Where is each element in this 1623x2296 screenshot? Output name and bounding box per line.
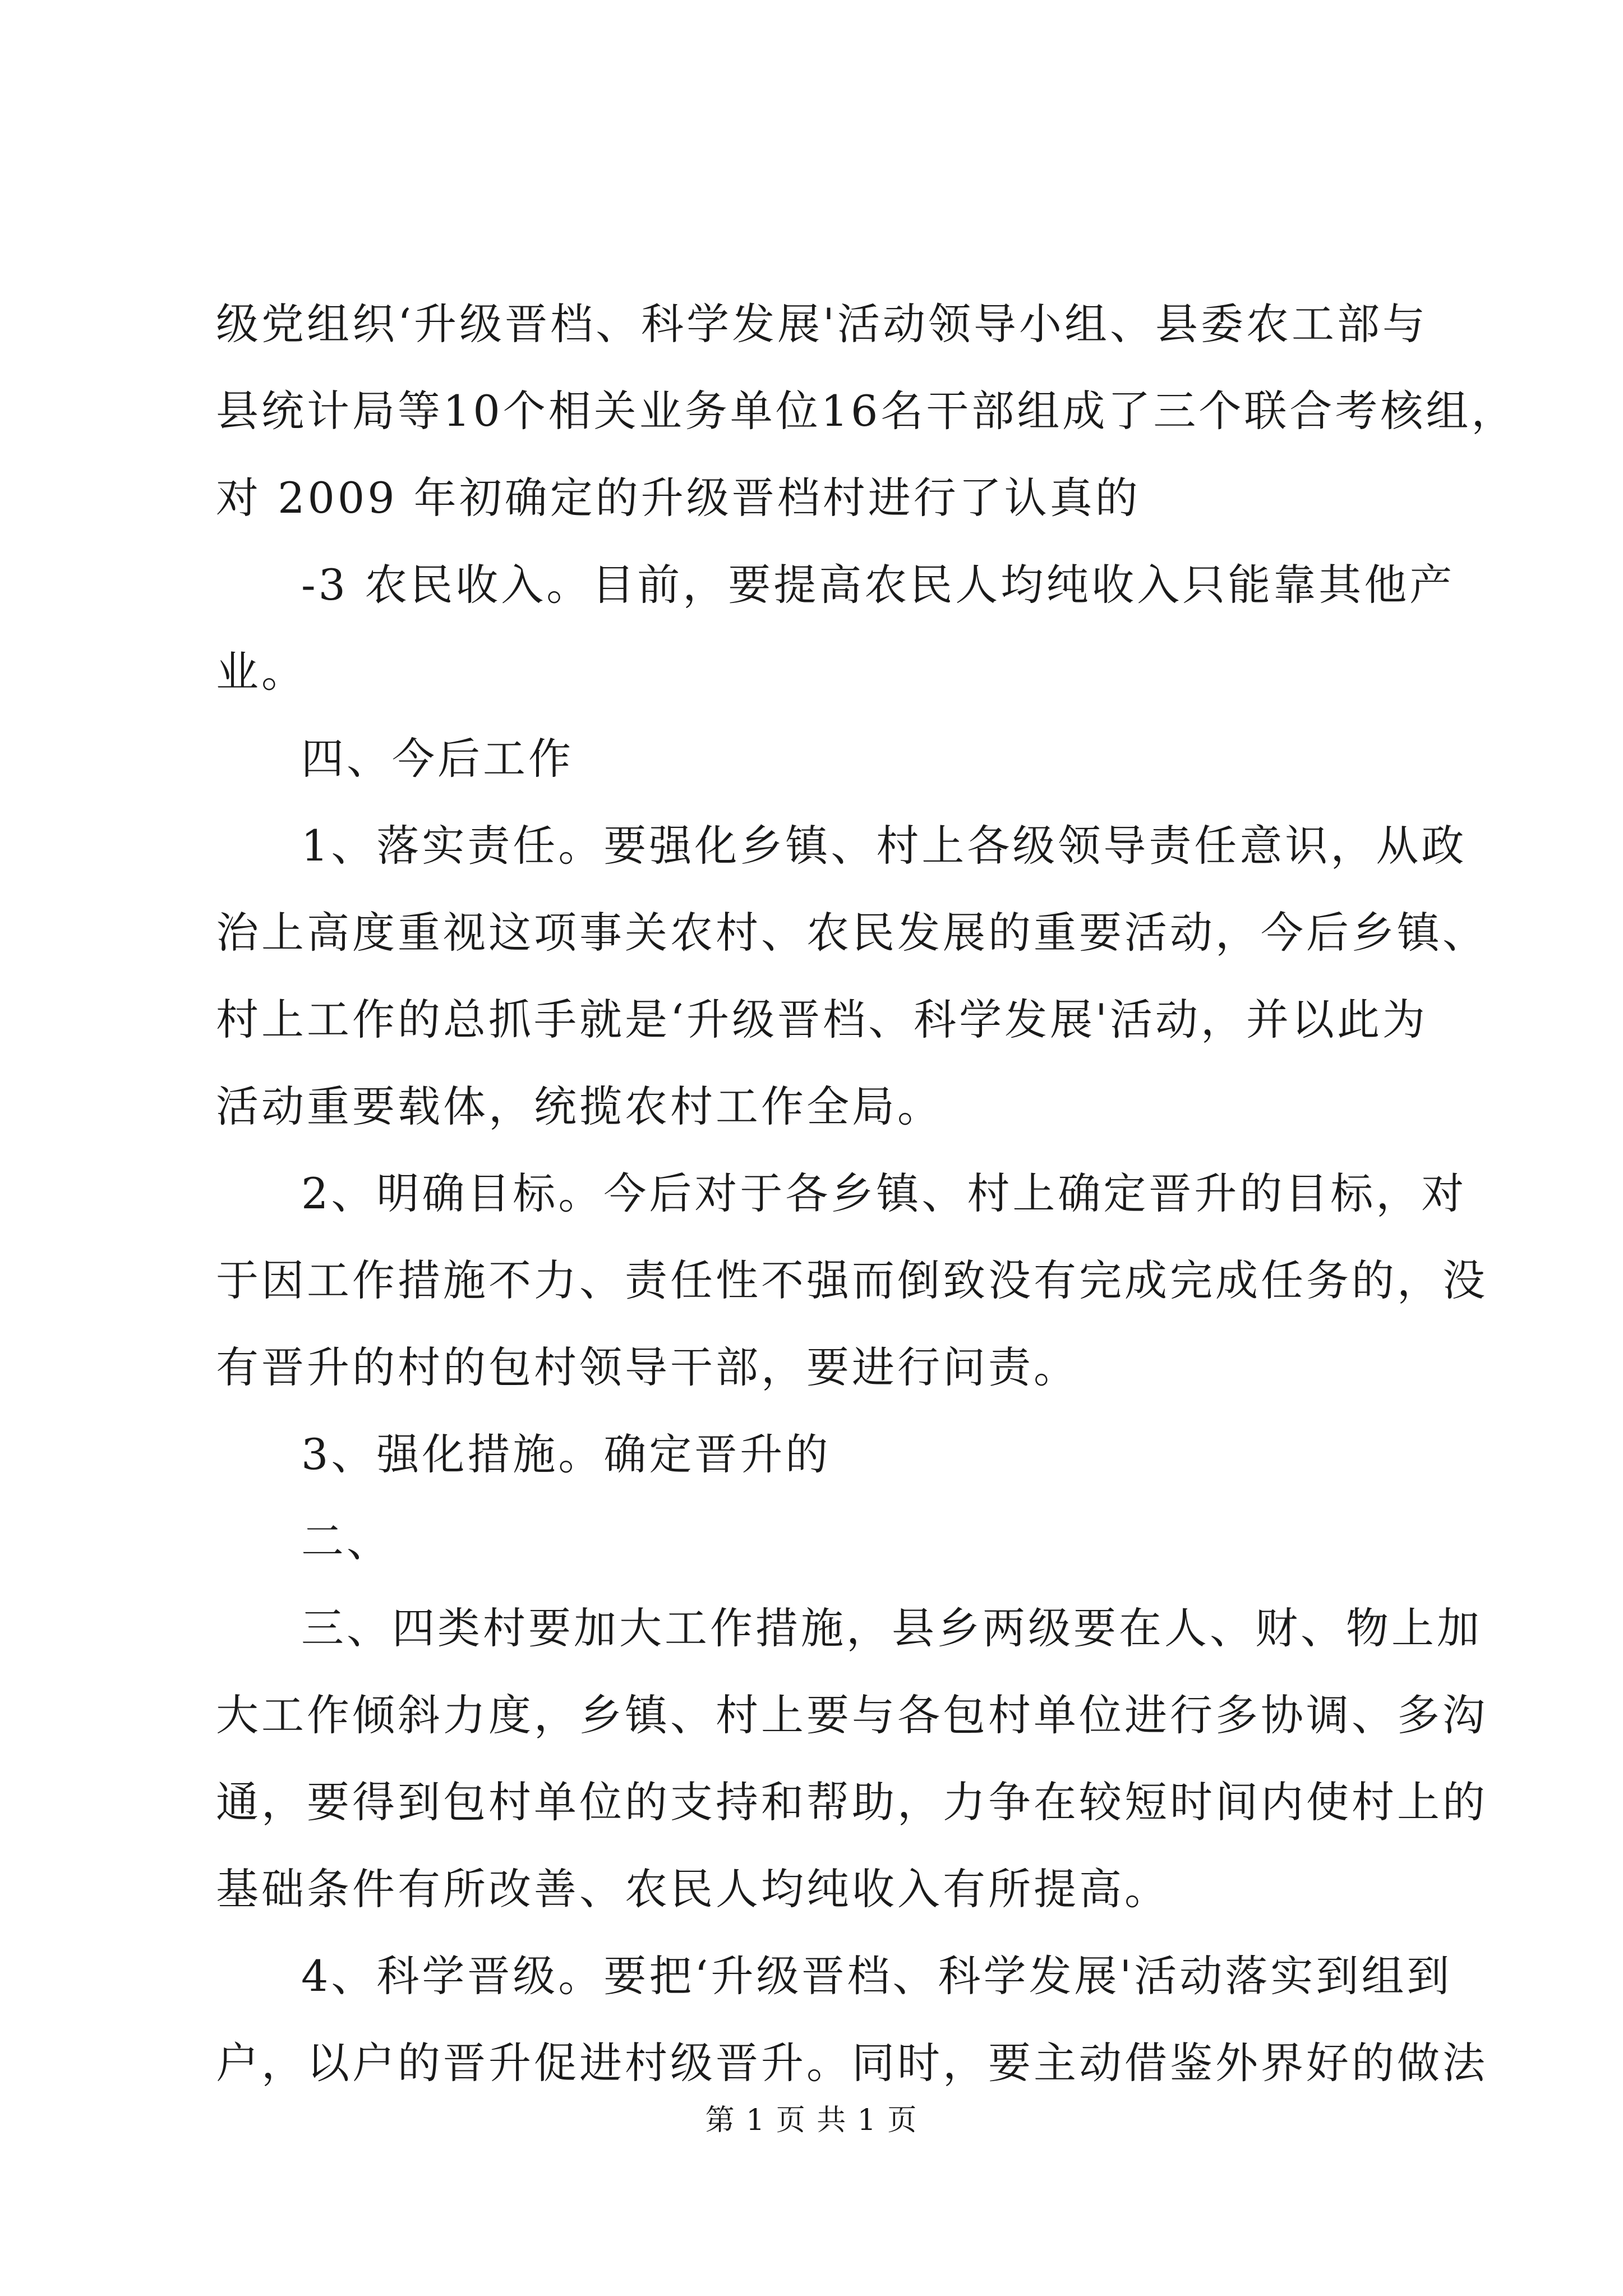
text-line: 对 2009 年初确定的升级晋档村进行了认真的 xyxy=(216,473,1141,523)
text-line: 县统计局等10个相关业务单位16名干部组成了三个联合考核组， xyxy=(216,386,1517,436)
text-line: 活动重要载体，统揽农村工作全局。 xyxy=(216,1082,943,1131)
text-line: 1、落实责任。要强化乡镇、村上各级领导责任意识，从政 xyxy=(301,821,1467,871)
text-line: 有晋升的村的包村领导干部，要进行问责。 xyxy=(216,1342,1079,1392)
text-line: 4、科学晋级。要把‘升级晋档、科学发展'活动落实到组到 xyxy=(301,1951,1453,2001)
section-heading: 四、今后工作 xyxy=(301,734,574,784)
text-line: 治上高度重视这项事关农村、农民发展的重要活动，今后乡镇、 xyxy=(216,908,1488,958)
text-line: 村上工作的总抓手就是‘升级晋档、科学发展'活动，并以此为 xyxy=(216,995,1428,1045)
page-number-footer: 第 1 页 共 1 页 xyxy=(705,2104,918,2137)
text-line: 级党组织‘升级晋档、科学发展'活动领导小组、县委农工部与 xyxy=(216,299,1428,349)
document-body xyxy=(216,296,1517,2091)
text-line: 于因工作措施不力、责任性不强而倒致没有完成完成任务的，没 xyxy=(216,1255,1488,1305)
text-line: 3、强化措施。确定晋升的 xyxy=(301,1429,831,1479)
text-line: 2、明确目标。今后对于各乡镇、村上确定晋升的目标，对 xyxy=(301,1168,1467,1218)
text-line: 三、四类村要加大工作措施，县乡两级要在人、财、物上加 xyxy=(301,1603,1482,1653)
text-line: -3 农民收入。目前，要提高农民人均纯收入只能靠其他产 xyxy=(301,560,1455,610)
text-line: 二、 xyxy=(301,1516,392,1566)
text-line: 通，要得到包村单位的支持和帮助，力争在较短时间内使村上的 xyxy=(216,1777,1488,1827)
text-line: 业。 xyxy=(216,647,307,697)
text-line: 大工作倾斜力度，乡镇、村上要与各包村单位进行多协调、多沟 xyxy=(216,1690,1488,1740)
text-line: 基础条件有所改善、农民人均纯收入有所提高。 xyxy=(216,1864,1170,1914)
text-line: 户，以户的晋升促进村级晋升。同时，要主动借鉴外界好的做法 xyxy=(216,2038,1488,2088)
